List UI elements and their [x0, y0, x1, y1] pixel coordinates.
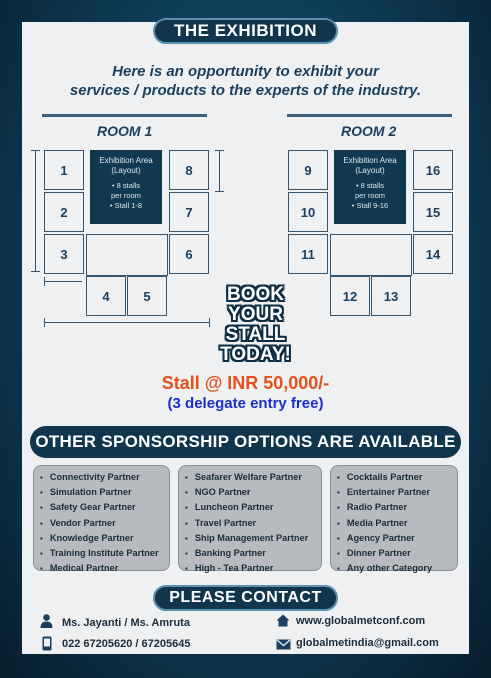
stall-price: Stall @ INR 50,000/-: [161, 373, 330, 393]
book-stall-callout: [208, 285, 303, 365]
book-line-2: YOUR: [228, 304, 283, 325]
room1-dim-left-cap-top: [31, 150, 40, 151]
contact-phone: 022 67205620 / 67205645: [62, 638, 191, 650]
room1-area-note3: • Stall 1-8: [109, 201, 143, 210]
list-item: ▪ Banking Partner: [185, 546, 317, 561]
room1-dim-bottom-cap-left: [44, 318, 45, 327]
stall-5: 5: [127, 276, 167, 316]
list-item: ▪ Any other Category: [337, 561, 453, 576]
list-item: ▪ Luncheon Partner: [185, 500, 317, 515]
list-item: ▪ Medical Partner: [40, 561, 165, 576]
stall-6: 6: [169, 234, 209, 274]
sponsorship-heading: OTHER SPONSORSHIP OPTIONS ARE AVAILABLE: [30, 426, 461, 458]
book-line-1: BOOK: [227, 284, 284, 305]
list-item: ▪ Knowledge Partner: [40, 531, 165, 546]
book-line-4: TODAY!: [220, 344, 291, 365]
list-item: ▪ Connectivity Partner: [40, 470, 165, 485]
room1-dim-right-cap-bottom: [215, 191, 224, 192]
room2-area-note1: • 8 stalls: [355, 181, 385, 190]
list-item: ▪ Simulation Partner: [40, 485, 165, 500]
stall-13: 13: [371, 276, 411, 316]
stall-2: 2: [44, 192, 84, 232]
list-item: ▪ NGO Partner: [185, 485, 317, 500]
contact-heading: PLEASE CONTACT: [153, 585, 338, 611]
room1-dim-left: [35, 150, 36, 272]
room2-area-note3: • Stall 9-16: [351, 201, 389, 210]
stall-11: 11: [288, 234, 328, 274]
room1-area-sub: (Layout): [111, 166, 141, 175]
stall-15: 15: [413, 192, 453, 232]
stall-8: 8: [169, 150, 209, 190]
page-title: THE EXHIBITION: [153, 18, 338, 44]
room2-label: ROOM 2: [341, 123, 397, 139]
stall-12: 12: [330, 276, 370, 316]
list-item: ▪ Ship Management Partner: [185, 531, 317, 546]
room2-area-note2: per room: [354, 191, 385, 200]
list-item: ▪ Radio Partner: [337, 500, 453, 515]
list-item: ▪ Training Institute Partner: [40, 546, 165, 561]
stall-1: 1: [44, 150, 84, 190]
room1-exhibition-area: [90, 150, 162, 224]
sponsorship-list-1: [33, 465, 170, 574]
contact-website[interactable]: www.globalmetconf.com: [296, 615, 426, 627]
contact-email[interactable]: globalmetindia@gmail.com: [296, 637, 439, 649]
stall-14: 14: [413, 234, 453, 274]
stall-10: 10: [288, 192, 328, 232]
book-line-3: STALL: [225, 324, 286, 345]
room1-area-title: Exhibition Area: [99, 156, 153, 165]
sponsorship-list-2: [178, 465, 322, 574]
room2-exhibition-area: [334, 150, 406, 224]
list-item: ▪ Media Partner: [337, 516, 453, 531]
list-item: ▪ Agency Partner: [337, 531, 453, 546]
list-item: ▪ Dinner Partner: [337, 546, 453, 561]
sponsorship-list-3: [330, 465, 458, 574]
stall-7: 7: [169, 192, 209, 232]
room1-divider: [42, 114, 207, 117]
list-item: ▪ Safety Gear Partner: [40, 500, 165, 515]
room2-divider: [287, 114, 452, 117]
list-item: ▪ Entertainer Partner: [337, 485, 453, 500]
stall-3: 3: [44, 234, 84, 274]
list-item: ▪ Seafarer Welfare Partner: [185, 470, 317, 485]
list-item: ▪ Vendor Partner: [40, 516, 165, 531]
list-item: ▪ Travel Partner: [185, 516, 317, 531]
contact-names: Ms. Jayanti / Ms. Amruta: [62, 617, 190, 629]
room1-floor: [86, 234, 168, 276]
list-item: ▪ High - Tea Partner: [185, 561, 317, 576]
room1-dim-right-cap-top: [215, 150, 224, 151]
room1-dim-mid: [44, 281, 82, 282]
stall-9: 9: [288, 150, 328, 190]
list-item: ▪ Cocktails Partner: [337, 470, 453, 485]
mail-icon: [276, 637, 291, 655]
room2-area-title: Exhibition Area: [343, 156, 397, 165]
room1-dim-mid-cap: [44, 277, 45, 286]
stall-16: 16: [413, 150, 453, 190]
person-icon: [40, 614, 53, 633]
intro-line-2: services / products to the experts of the industry.: [69, 82, 422, 99]
room1-label: ROOM 1: [97, 123, 153, 139]
room1-dim-right: [219, 150, 220, 192]
delegate-entry-note: (3 delegate entry free): [167, 395, 324, 412]
room1-dim-bottom: [44, 322, 210, 323]
room2-floor: [330, 234, 412, 276]
room1-area-note2: per room: [110, 191, 141, 200]
intro-line-1: Here is an opportunity to exhibit your: [112, 63, 379, 80]
room1-area-note1: • 8 stalls: [111, 181, 141, 190]
stall-4: 4: [86, 276, 126, 316]
room2-area-sub: (Layout): [355, 166, 385, 175]
home-icon: [276, 614, 290, 632]
room1-dim-left-cap-bottom: [31, 271, 40, 272]
phone-icon: [42, 636, 52, 656]
